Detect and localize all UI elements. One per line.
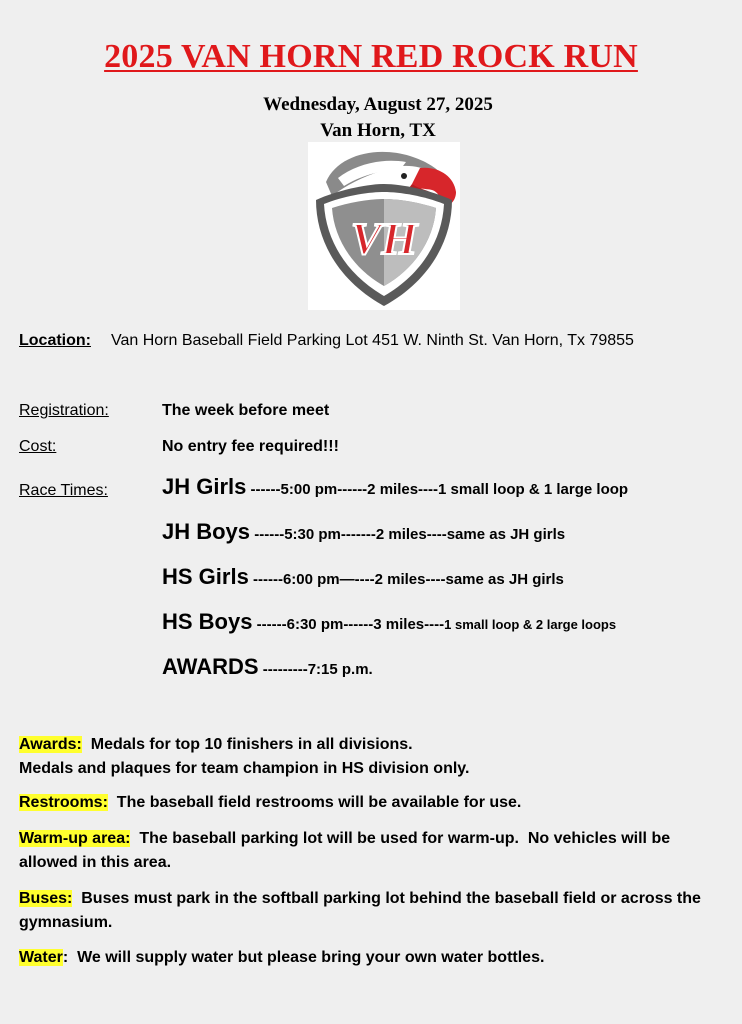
race-detail: ------6:30 pm------3 miles----: [256, 616, 445, 633]
registration-label: Registration:: [19, 402, 109, 419]
race-item: [162, 519, 565, 545]
van-horn-eagle-logo: [308, 142, 460, 310]
race-detail: ------5:00 pm------2 miles----1 small loop & 1 large loop: [250, 481, 629, 498]
warmup-info: [19, 827, 709, 875]
awards-line1: Medals for top 10 finishers in all divisions.: [81, 736, 413, 753]
event-date: Wednesday, August 27, 2025: [263, 94, 493, 115]
restrooms-label: Restrooms:: [19, 794, 108, 811]
buses-text: Buses must park in the softball parking lot behind the baseball field or across the gymnasium.: [19, 890, 706, 931]
location-value: Van Horn Baseball Field Parking Lot 451 W. Ninth St. Van Horn, Tx 79855: [111, 332, 634, 349]
race-event: HS Girls: [162, 564, 249, 589]
race-event: JH Girls: [162, 474, 247, 499]
location-label: Location:: [19, 332, 91, 349]
buses-label: Buses:: [19, 890, 73, 907]
cost-label: Cost:: [19, 438, 57, 455]
warmup-label: Warm-up area:: [19, 830, 131, 847]
restrooms-info: [19, 791, 719, 815]
page-title: 2025 VAN HORN RED ROCK RUN: [104, 38, 638, 75]
buses-info: [19, 887, 719, 935]
race-item: [162, 654, 373, 680]
race-item: [162, 474, 628, 500]
race-detail-small: 1 small loop & 2 large loops: [444, 617, 617, 632]
water-info: [19, 946, 719, 970]
race-event: HS Boys: [162, 609, 253, 634]
race-event: AWARDS: [162, 654, 259, 679]
water-label: Water: [19, 949, 63, 966]
cost-value: No entry fee required!!!: [162, 438, 339, 455]
logo-letters: VH: [350, 213, 418, 264]
race-event: JH Boys: [162, 519, 251, 544]
race-item: [162, 564, 564, 590]
warmup-text: The baseball parking lot will be used for warm-up. No vehicles will be allowed in this area.: [19, 830, 675, 871]
awards-label: Awards:: [19, 736, 82, 753]
race-detail: ------6:00 pm—----2 miles----same as JH girls: [252, 571, 564, 588]
awards-line2: Medals and plaques for team champion in HS division only.: [19, 760, 470, 777]
race-item: [162, 609, 616, 635]
race-detail: ------5:30 pm-------2 miles----same as JH girls: [254, 526, 566, 543]
event-city: Van Horn, TX: [320, 120, 436, 141]
race-times-label: Race Times:: [19, 482, 108, 499]
awards-info: [19, 733, 719, 781]
registration-value: The week before meet: [162, 402, 330, 419]
water-text: : We will supply water but please bring your own water bottles.: [62, 949, 545, 966]
restrooms-text: The baseball field restrooms will be available for use.: [107, 794, 522, 811]
race-detail: ---------7:15 p.m.: [262, 661, 373, 678]
